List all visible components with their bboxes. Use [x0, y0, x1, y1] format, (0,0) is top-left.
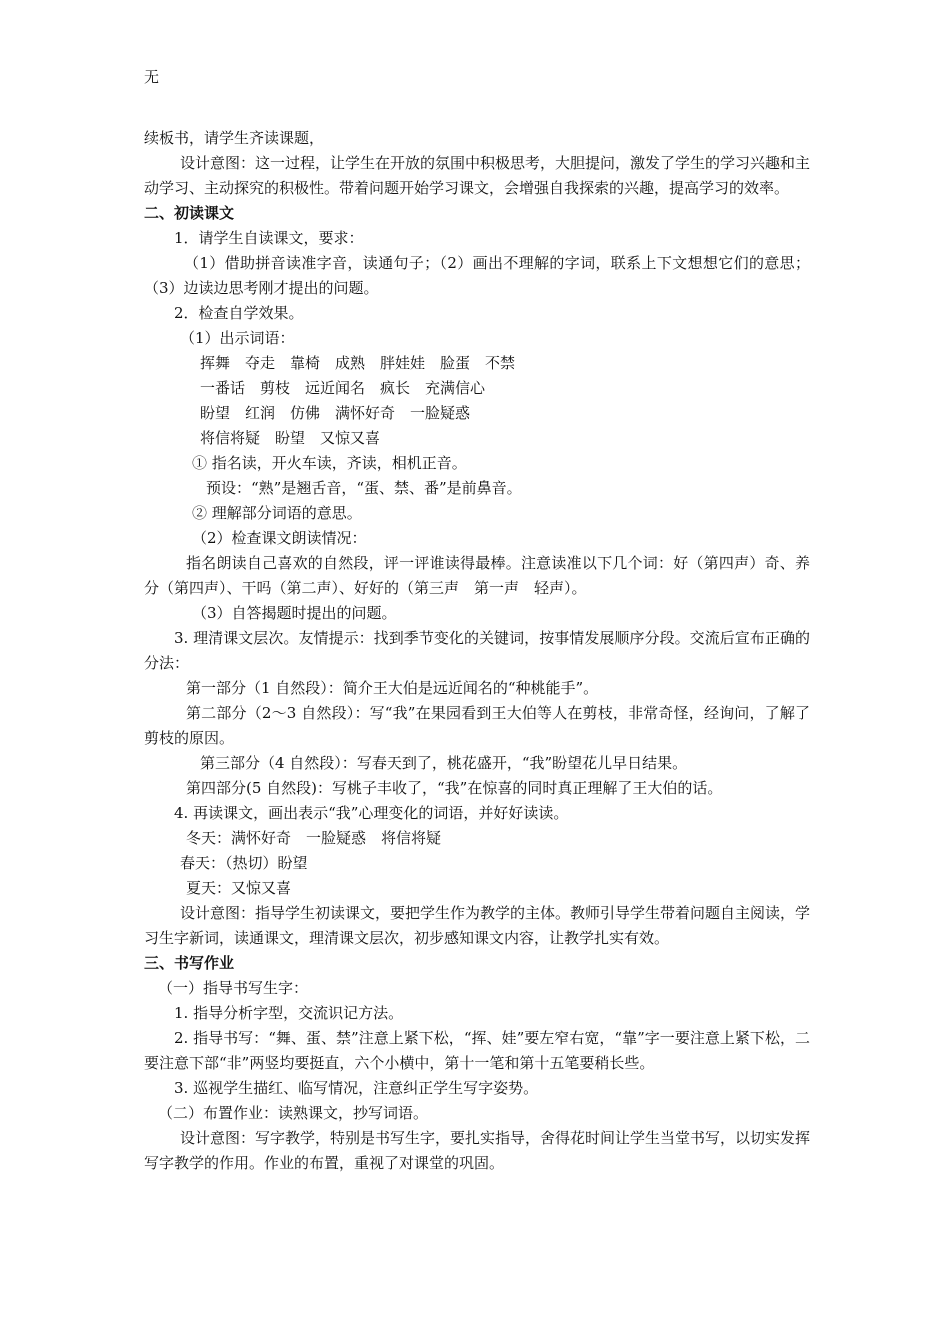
sub-step-item: （2）检查课文朗读情况： [192, 529, 367, 547]
sub-section-heading: （二）布置作业：读熟课文，抄写词语。 [158, 1104, 429, 1122]
design-intent-paragraph: 设计意图：这一过程，让学生在开放的氛围中积极思考，大胆提问，激发了学生的学习兴趣和主动学习、主动探究的积极性。带着问题开始学习课文，会增强自我探索的兴趣，提高学习的效率。 [144, 154, 811, 197]
step-item: 1．请学生自读课文，要求： [174, 229, 364, 247]
text-line: 续板书，请学生齐读课题， [144, 129, 325, 147]
section-heading: 二、初读课文 [144, 204, 235, 222]
step-item: 4. 再读课文，画出表示“我”心理变化的词语，并好好读读。 [174, 804, 569, 822]
season-row: 夏天：又惊又喜 [186, 879, 292, 897]
season-row: 春天：（热切）盼望 [180, 854, 308, 872]
section-heading: 三、书写作业 [144, 954, 235, 972]
requirements-paragraph: （1）借助拼音读准字音，读通句子；（2）画出不理解的字词，联系上下文想想它们的意思；（3）边读边思考刚才提出的问题。 [144, 254, 810, 297]
sub-step-item: （3）自答揭题时提出的问题。 [192, 604, 397, 622]
step-item: 3. 巡视学生描红、临写情况，注意纠正学生写字姿势。 [174, 1079, 539, 1097]
vocabulary-row: 挥舞 夺走 靠椅 成熟 胖娃娃 脸蛋 不禁 [200, 354, 516, 372]
season-row: 冬天：满怀好奇 一脸疑惑 将信将疑 [186, 829, 442, 847]
preset-note: 预设：“熟”是翘舌音，“蛋、禁、番”是前鼻音。 [206, 479, 522, 497]
reading-check-paragraph: 指名朗读自己喜欢的自然段，评一评谁读得最棒。注意读准以下几个词：好（第四声）奇、养分（第四声）、干吗（第二声）、好好的（第三声 第一声 轻声）。 [144, 554, 810, 597]
vocabulary-row: 一番话 剪枝 远近闻名 疯长 充满信心 [200, 379, 486, 397]
page-header: 无 [144, 68, 160, 86]
vocabulary-row: 盼望 红润 仿佛 满怀好奇 一脸疑惑 [200, 404, 471, 422]
step-item: 1. 指导分析字型，交流识记方法。 [174, 1004, 404, 1022]
writing-guidance-paragraph: 2. 指导书写：“舞、蛋、禁”注意上紧下松，“挥、娃”要左窄右宽，“靠”字一要注意上紧下松，二要注意下部“非”两竖均要挺直，六个小横中，第十一笔和第十五笔要稍长些。 [144, 1029, 810, 1072]
sub-step-item: ① 指名读，开火车读，齐读，相机正音。 [192, 454, 467, 472]
vocabulary-row: 将信将疑 盼望 又惊又喜 [200, 429, 381, 447]
section-division-item: 第三部分（4 自然段）：写春天到了，桃花盛开，“我”盼望花儿早日结果。 [200, 754, 688, 772]
document-body [144, 126, 810, 1176]
design-intent-paragraph: 设计意图：指导学生初读课文，要把学生作为教学的主体。教师引导学生带着问题自主阅读，学习生字新词，读通课文，理清课文层次，初步感知课文内容，让教学扎实有效。 [144, 904, 811, 947]
section-division-item: 第一部分（1 自然段）：简介王大伯是远近闻名的“种桃能手”。 [186, 679, 599, 697]
sub-step-item: ② 理解部分词语的意思。 [192, 504, 362, 522]
step-item: 2．检查自学效果。 [174, 304, 304, 322]
sub-section-heading: （一）指导书写生字： [158, 979, 309, 997]
design-intent-paragraph: 设计意图：写字教学，特别是书写生字，要扎实指导，舍得花时间让学生当堂书写，以切实发挥写字教学的作用。作业的布置，重视了对课堂的巩固。 [144, 1129, 811, 1172]
sub-step-item: （1）出示词语： [180, 329, 295, 347]
section-division-item: 第四部分(5 自然段)：写桃子丰收了，“我”在惊喜的同时真正理解了王大伯的话。 [186, 779, 723, 797]
structure-paragraph: 3. 理清课文层次。友情提示：找到季节变化的关键词，按事情发展顺序分段。交流后宣布正确的分法： [144, 629, 810, 672]
section-division-item: 第二部分（2～3 自然段）：写“我”在果园看到王大伯等人在剪枝，非常奇怪，经询问，了解了剪枝的原因。 [144, 704, 810, 747]
